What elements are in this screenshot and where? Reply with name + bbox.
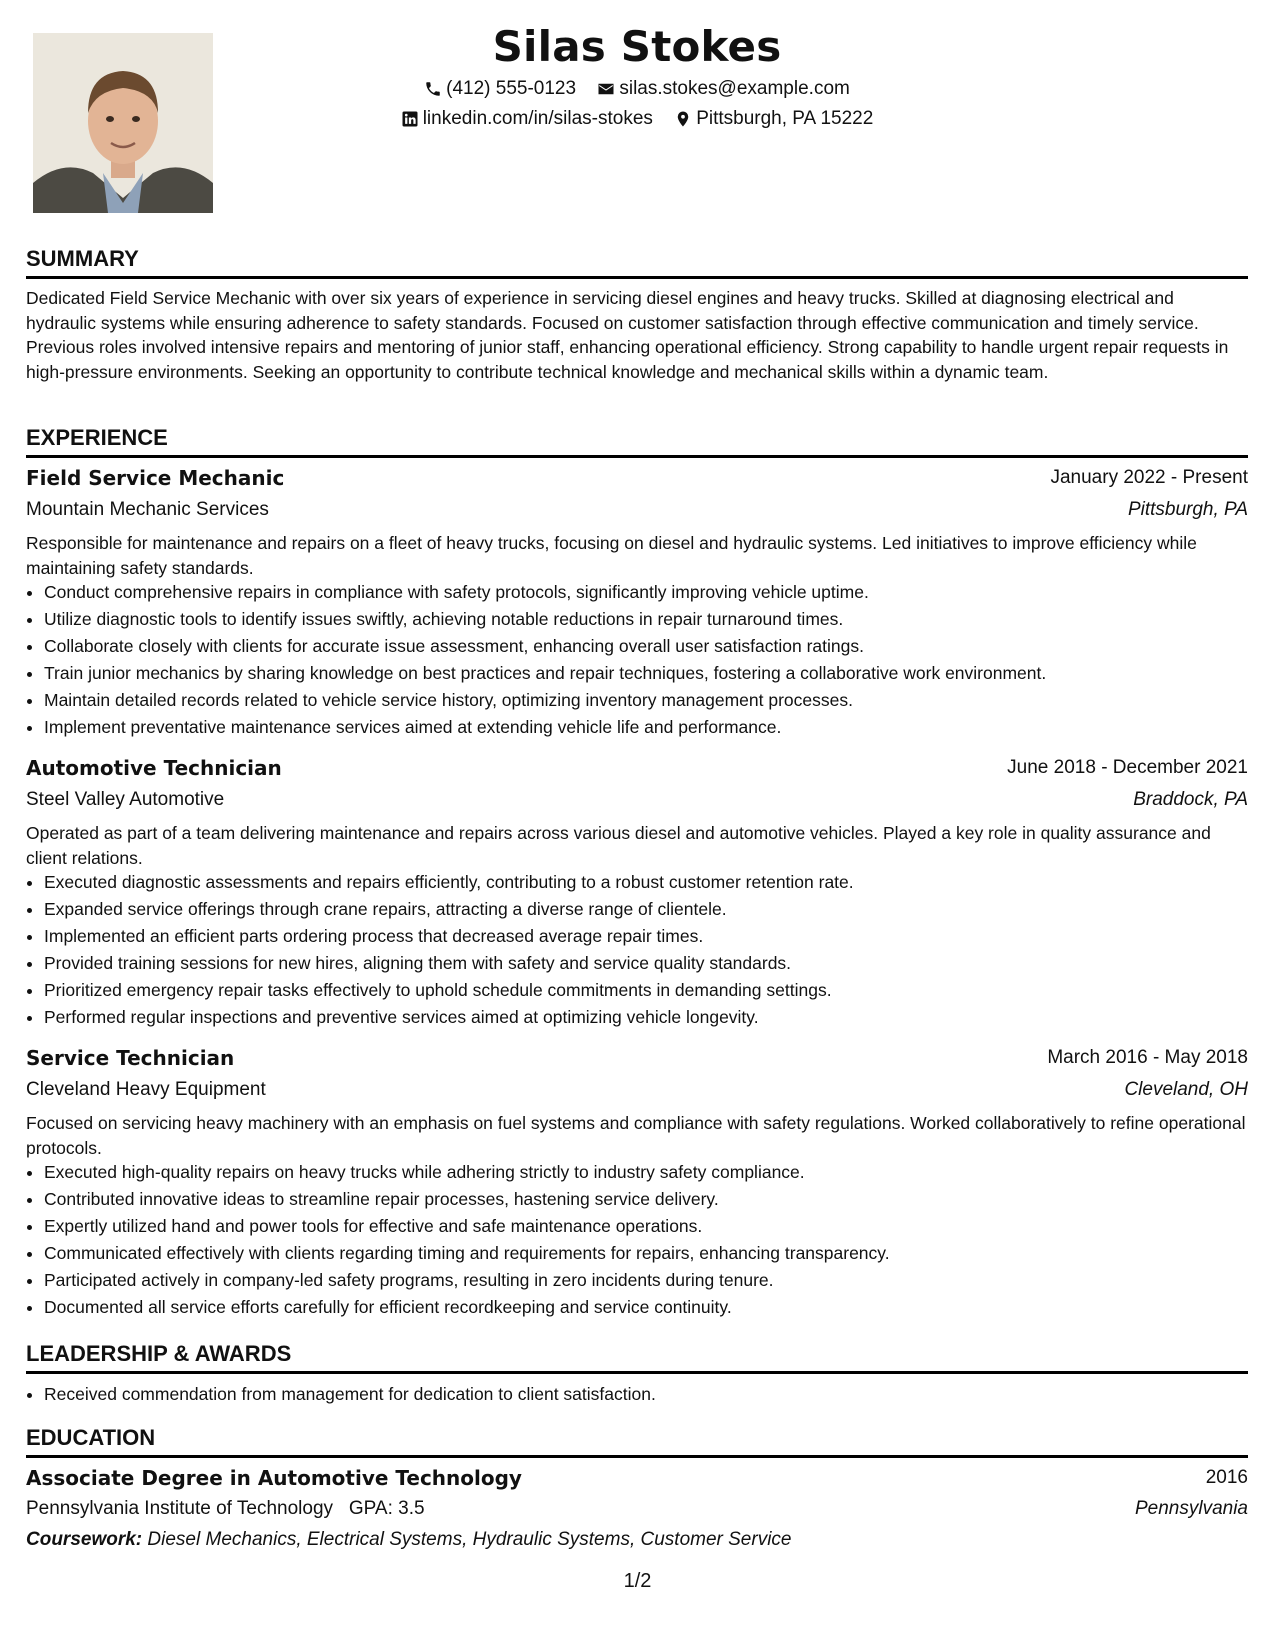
- list-item: • Communicated effectively with clients regarding timing and requirements for repairs, enhancing transparency.: [44, 1240, 1266, 1267]
- school-location: Pennsylvania: [1134, 1498, 1248, 1519]
- map-pin-icon: [674, 110, 692, 128]
- job-title: Field Service Mechanic: [26, 466, 285, 490]
- school-line: [26, 1496, 425, 1522]
- list-item: • Expertly utilized hand and power tools for effective and safe maintenance operations.: [44, 1213, 1266, 1240]
- section-title-awards: LEADERSHIP & AWARDS: [26, 1341, 292, 1366]
- list-item: • Collaborate closely with clients for accurate issue assessment, enhancing overall user satisfaction ratings.: [44, 633, 1266, 660]
- section-title-experience: EXPERIENCE: [26, 425, 168, 450]
- page-number: 1/2: [623, 1570, 652, 1592]
- awards-list: [26, 1381, 1266, 1408]
- list-item: • Implemented an efficient parts ordering process that decreased average repair times.: [44, 923, 1266, 950]
- job-company: Mountain Mechanic Services: [26, 499, 269, 520]
- phone-contact: [424, 77, 576, 101]
- list-item: • Executed high-quality repairs on heavy trucks while adhering strictly to industry safety compliance.: [44, 1159, 1266, 1186]
- school-name: Pennsylvania Institute of Technology: [26, 1498, 334, 1519]
- list-item: • Contributed innovative ideas to streamline repair processes, hastening service delivery.: [44, 1186, 1266, 1213]
- job-title: Service Technician: [26, 1046, 235, 1070]
- degree-title: Associate Degree in Automotive Technology: [26, 1466, 522, 1490]
- location-text: Pittsburgh, PA 15222: [696, 108, 874, 129]
- list-item: • Conduct comprehensive repairs in compliance with safety protocols, significantly improving vehicle uptime.: [44, 579, 1266, 606]
- list-item: • Provided training sessions for new hires, aligning them with safety and service quality standards.: [44, 950, 1266, 977]
- phone-icon: [424, 80, 442, 98]
- linkedin-contact[interactable]: [401, 107, 653, 131]
- email-text[interactable]: silas.stokes@example.com: [619, 78, 850, 99]
- job-location: Cleveland, OH: [1124, 1079, 1248, 1100]
- job-description: Focused on servicing heavy machinery with an emphasis on fuel systems and compliance with safety regulations. Worked collaboratively to refine operational protocols.: [26, 1113, 1246, 1158]
- list-item: • Expanded service offerings through crane repairs, attracting a diverse range of clientele.: [44, 896, 1266, 923]
- linkedin-text[interactable]: linkedin.com/in/silas-stokes: [422, 108, 653, 129]
- candidate-name: Silas Stokes: [492, 22, 782, 71]
- job-bullets: [26, 579, 1266, 741]
- contact-row-1: [26, 77, 1248, 105]
- job-bullets: [26, 1159, 1266, 1321]
- envelope-icon: [597, 80, 615, 98]
- list-item: • Executed diagnostic assessments and repairs efficiently, contributing to a robust customer retention rate.: [44, 869, 1266, 896]
- phone-text: (412) 555-0123: [446, 78, 577, 99]
- linkedin-icon: [401, 110, 419, 128]
- section-divider: [26, 1455, 1248, 1458]
- job-description: Responsible for maintenance and repairs on a fleet of heavy trucks, focusing on diesel and hydraulic systems. Led initiatives to improve efficiency while maintaining safety standards.: [26, 533, 1197, 578]
- section-title-education: EDUCATION: [26, 1425, 156, 1450]
- coursework-list: Diesel Mechanics, Electrical Systems, Hydraulic Systems, Customer Service: [147, 1529, 792, 1550]
- list-item: • Train junior mechanics by sharing knowledge on best practices and repair techniques, fostering a collaborative work environment.: [44, 660, 1266, 687]
- job-dates: June 2018 - December 2021: [1007, 757, 1248, 778]
- job-location: Pittsburgh, PA: [1127, 499, 1248, 520]
- job-title: Automotive Technician: [26, 756, 282, 780]
- list-item: • Utilize diagnostic tools to identify issues swiftly, achieving notable reductions in repair turnaround times.: [44, 606, 1266, 633]
- job-dates: January 2022 - Present: [1050, 467, 1248, 488]
- list-item: • Implement preventative maintenance services aimed at extending vehicle life and performance.: [44, 714, 1266, 741]
- job-location: Braddock, PA: [1133, 789, 1248, 810]
- graduation-year: 2016: [1205, 1467, 1248, 1488]
- list-item: • Received commendation from management for dedication to client satisfaction.: [44, 1381, 1266, 1408]
- job-description: Operated as part of a team delivering maintenance and repairs across various diesel and automotive vehicles. Played a key role in quality assurance and client relations.: [26, 823, 1211, 868]
- section-divider: [26, 276, 1248, 279]
- location-contact: [674, 107, 873, 131]
- job-company: Cleveland Heavy Equipment: [26, 1079, 266, 1100]
- coursework-line: [26, 1527, 792, 1553]
- summary-text: Dedicated Field Service Mechanic with over six years of experience in servicing diesel engines and heavy trucks. Skilled at diagnosing electrical and hydraulic systems while ensuring adherence to safety standards. Focused on customer satisfaction through effective communication and timely service. Previous roles involved intensive repairs and mentoring of junior staff, enhancing operational efficiency. Strong capability to handle urgent repair requests in high-pressure environments. Seeking an opportunity to contribute technical knowledge and mechanical skills within a dynamic team.: [26, 288, 1229, 382]
- coursework-label: Coursework:: [26, 1529, 143, 1550]
- contact-row-2: [26, 107, 1248, 135]
- gpa: GPA: 3.5: [348, 1498, 425, 1519]
- section-divider: [26, 455, 1248, 458]
- list-item: • Prioritized emergency repair tasks effectively to uphold schedule commitments in demanding settings.: [44, 977, 1266, 1004]
- section-title-summary: SUMMARY: [26, 246, 139, 271]
- job-dates: March 2016 - May 2018: [1047, 1047, 1248, 1068]
- job-bullets: [26, 869, 1266, 1031]
- list-item: • Documented all service efforts carefully for efficient recordkeeping and service continuity.: [44, 1294, 1266, 1321]
- list-item: • Participated actively in company-led safety programs, resulting in zero incidents during tenure.: [44, 1267, 1266, 1294]
- list-item: • Performed regular inspections and preventive services aimed at optimizing vehicle longevity.: [44, 1004, 1266, 1031]
- email-contact[interactable]: [597, 77, 849, 101]
- section-divider: [26, 1371, 1248, 1374]
- job-company: Steel Valley Automotive: [26, 789, 225, 810]
- list-item: • Maintain detailed records related to vehicle service history, optimizing inventory management processes.: [44, 687, 1266, 714]
